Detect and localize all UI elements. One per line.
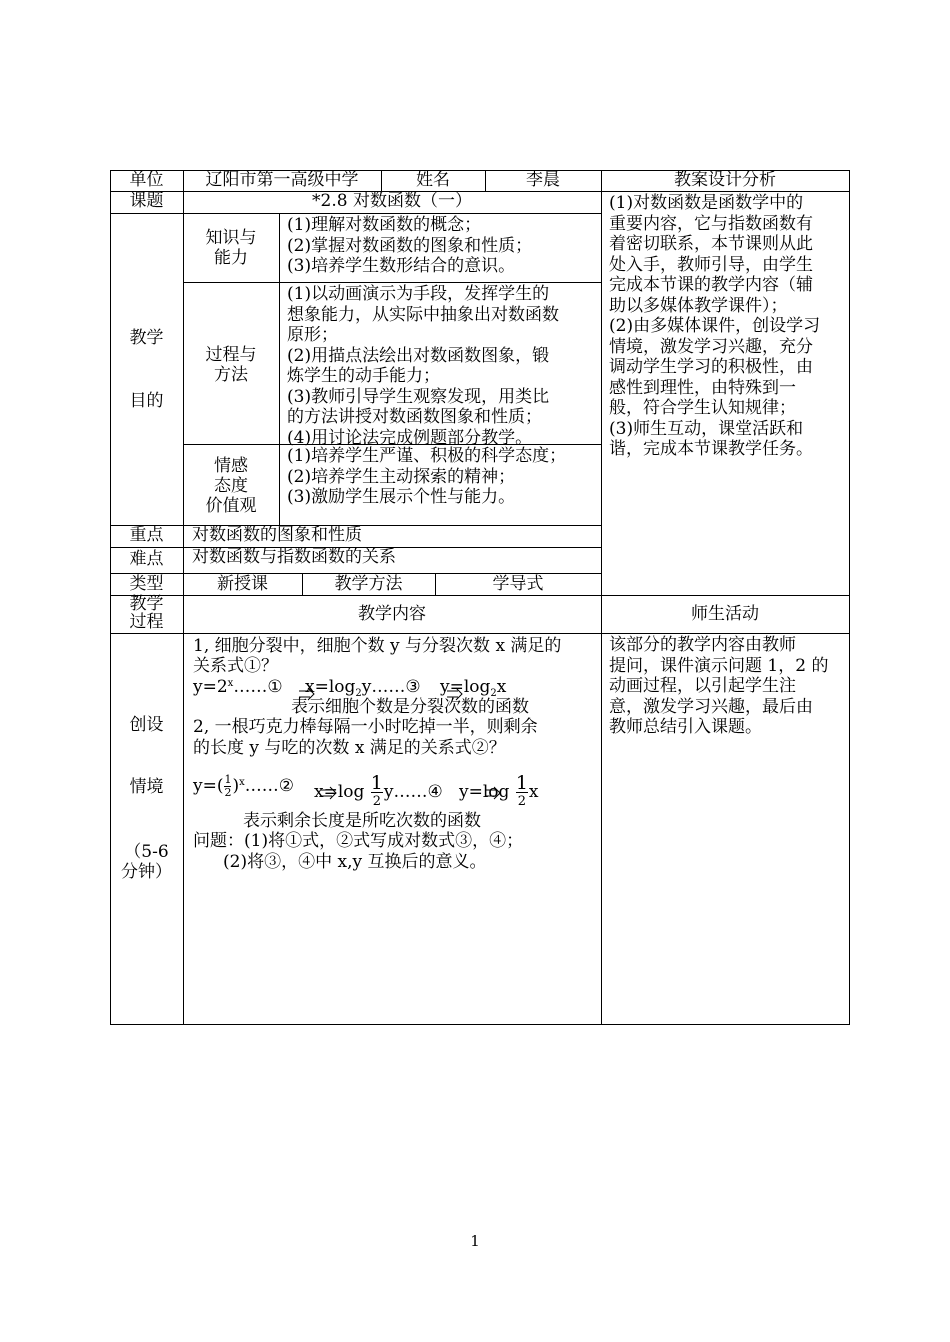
analysis-line: 重要内容，它与指数函数有 — [609, 213, 813, 234]
key-point-label: 重点 — [129, 525, 164, 545]
objectives-label-top: 教学 — [129, 328, 164, 348]
analysis-line: 处入手，教师引导，由学生 — [609, 254, 813, 275]
activity-line: 该部分的教学内容由教师 — [609, 635, 796, 655]
problem-2: (2)将③，④中 x,y 互换后的意义。 — [223, 852, 487, 872]
analysis-line: 着密切联系，本节课则从此 — [609, 234, 813, 254]
analysis-line: 谐，完成本节课教学任务。 — [609, 439, 813, 459]
situation-label-1: 创设 — [129, 715, 164, 735]
activity-content — [609, 635, 828, 738]
question-1-line-1: 1, 细胞分裂中，细胞个数 y 与分裂次数 x 满足的 — [193, 636, 562, 656]
analysis-line: (1)对数函数是函数学中的 — [609, 193, 804, 213]
process-line: (3)教师引导学生观察发现，用类比 — [287, 386, 550, 407]
topic-label: 课题 — [129, 191, 164, 211]
emotion-line: (2)培养学生主动探索的精神； — [287, 466, 516, 487]
name-value: 李晨 — [526, 170, 560, 190]
type-label: 类型 — [129, 574, 164, 594]
analysis-line: 完成本节课的教学内容（辅 — [609, 275, 813, 295]
process-line: (1)以动画演示为手段，发挥学生的 — [287, 284, 550, 304]
type-value: 新授课 — [217, 574, 268, 594]
method-value: 学导式 — [492, 574, 544, 594]
process-header-label-1: 教学 — [129, 594, 164, 614]
formula-2-note: 表示剩余长度是所吃次数的函数 — [243, 811, 481, 831]
process-line: (4)用讨论法完成例题部分教学。 — [287, 427, 533, 448]
difficulty-value: 对数函数与指数函数的关系 — [192, 547, 396, 567]
formula-log-half-y: x=log 1 2 y……④ — [314, 772, 443, 809]
knowledge-line: (2)掌握对数函数的图象和性质； — [287, 235, 533, 256]
process-line: 炼学生的动手能力； — [287, 366, 440, 386]
process-label-2: 方法 — [214, 365, 248, 385]
process-label-1: 过程与 — [205, 345, 257, 365]
emotion-line: (3)激励学生展示个性与能力。 — [287, 487, 516, 507]
process-line: 的方法讲授对数函数图象和性质； — [287, 407, 542, 427]
process-line: 原形； — [287, 325, 338, 345]
question-2-line-1: 2, 一根巧克力棒每隔一小时吃掉一半，则剩余 — [193, 717, 538, 737]
analysis-line: 调动学生学习的积极性，由 — [609, 357, 813, 377]
key-point-value: 对数函数的图象和性质 — [192, 525, 362, 545]
formula-log-half-x: y=log 1 2 x — [459, 772, 539, 809]
difficulty-label: 难点 — [129, 549, 164, 569]
formula-exponential-2: $y=2^x\dots\dots ①$ — [193, 677, 283, 697]
analysis-line: 助以多媒体教学课件）； — [609, 295, 788, 316]
formula-log-2-x: $y=\log_2x$ — [440, 677, 507, 699]
formula-1-note: 表示细胞个数是分裂次数的函数 — [291, 697, 529, 717]
topic-value: *2.8 对数函数（一） — [312, 191, 472, 211]
analysis-line: (3)师生互动，课堂活跃和 — [609, 418, 804, 439]
name-label: 姓名 — [416, 170, 450, 190]
activity-title: 师生活动 — [691, 604, 759, 624]
problem-1: 问题：(1)将①式，②式写成对数式③，④； — [193, 831, 524, 851]
situation-label-2: 情境 — [129, 777, 164, 797]
question-1-line-2: 关系式①？ — [193, 656, 278, 676]
analysis-line: 般，符合学生认知规律； — [609, 398, 796, 418]
process-content — [287, 284, 559, 448]
emotion-content — [287, 446, 566, 508]
emotion-label-1: 情感 — [214, 456, 248, 476]
page-number: 1 — [470, 1232, 480, 1250]
unit-label: 单位 — [129, 170, 164, 190]
process-line: (2)用描点法绘出对数函数图象，锻 — [287, 345, 550, 366]
knowledge-line: (1)理解对数函数的概念； — [287, 215, 482, 235]
situation-label-4: 分钟） — [121, 862, 172, 882]
emotion-label-3: 价值观 — [205, 496, 257, 516]
activity-line: 教师总结引入课题。 — [609, 717, 762, 737]
objectives-label-bottom: 目的 — [129, 391, 164, 411]
analysis-title: 教案设计分析 — [674, 170, 776, 190]
formula-log-2-y: $x=\log_2y\dots\dots ③$ — [305, 677, 421, 699]
emotion-line: (1)培养学生严谨、积极的科学态度； — [287, 446, 567, 466]
process-header-label-2: 过程 — [129, 612, 164, 632]
analysis-line: 情境，激发学习兴趣，充分 — [609, 336, 813, 357]
emotion-label-2: 态度 — [214, 476, 248, 496]
knowledge-content — [287, 215, 532, 277]
unit-value: 辽阳市第一高级中学 — [205, 170, 359, 190]
knowledge-label-2: 能力 — [214, 248, 248, 268]
analysis-line: 感性到理性，由特殊到一 — [609, 377, 796, 398]
activity-line: 动画过程，以引起学生注 — [609, 676, 796, 696]
process-line: 想象能力，从实际中抽象出对数函数 — [287, 304, 559, 325]
analysis-content — [609, 193, 820, 460]
analysis-line: (2)由多媒体课件，创设学习 — [609, 316, 821, 336]
question-2-line-2: 的长度 y 与吃的次数 x 满足的关系式②？ — [193, 738, 506, 758]
formula-exponential-half: y=( $\frac{1}{2}$ )$^x$……② — [193, 773, 295, 799]
content-title: 教学内容 — [358, 604, 426, 624]
activity-line: 意，激发学习兴趣，最后由 — [609, 696, 813, 717]
situation-label-3: （5-6 — [124, 842, 169, 862]
knowledge-label-1: 知识与 — [205, 228, 257, 248]
method-label: 教学方法 — [334, 574, 403, 594]
knowledge-line: (3)培养学生数形结合的意识。 — [287, 256, 516, 276]
activity-line: 提问，课件演示问题 1，2 的 — [609, 655, 829, 676]
